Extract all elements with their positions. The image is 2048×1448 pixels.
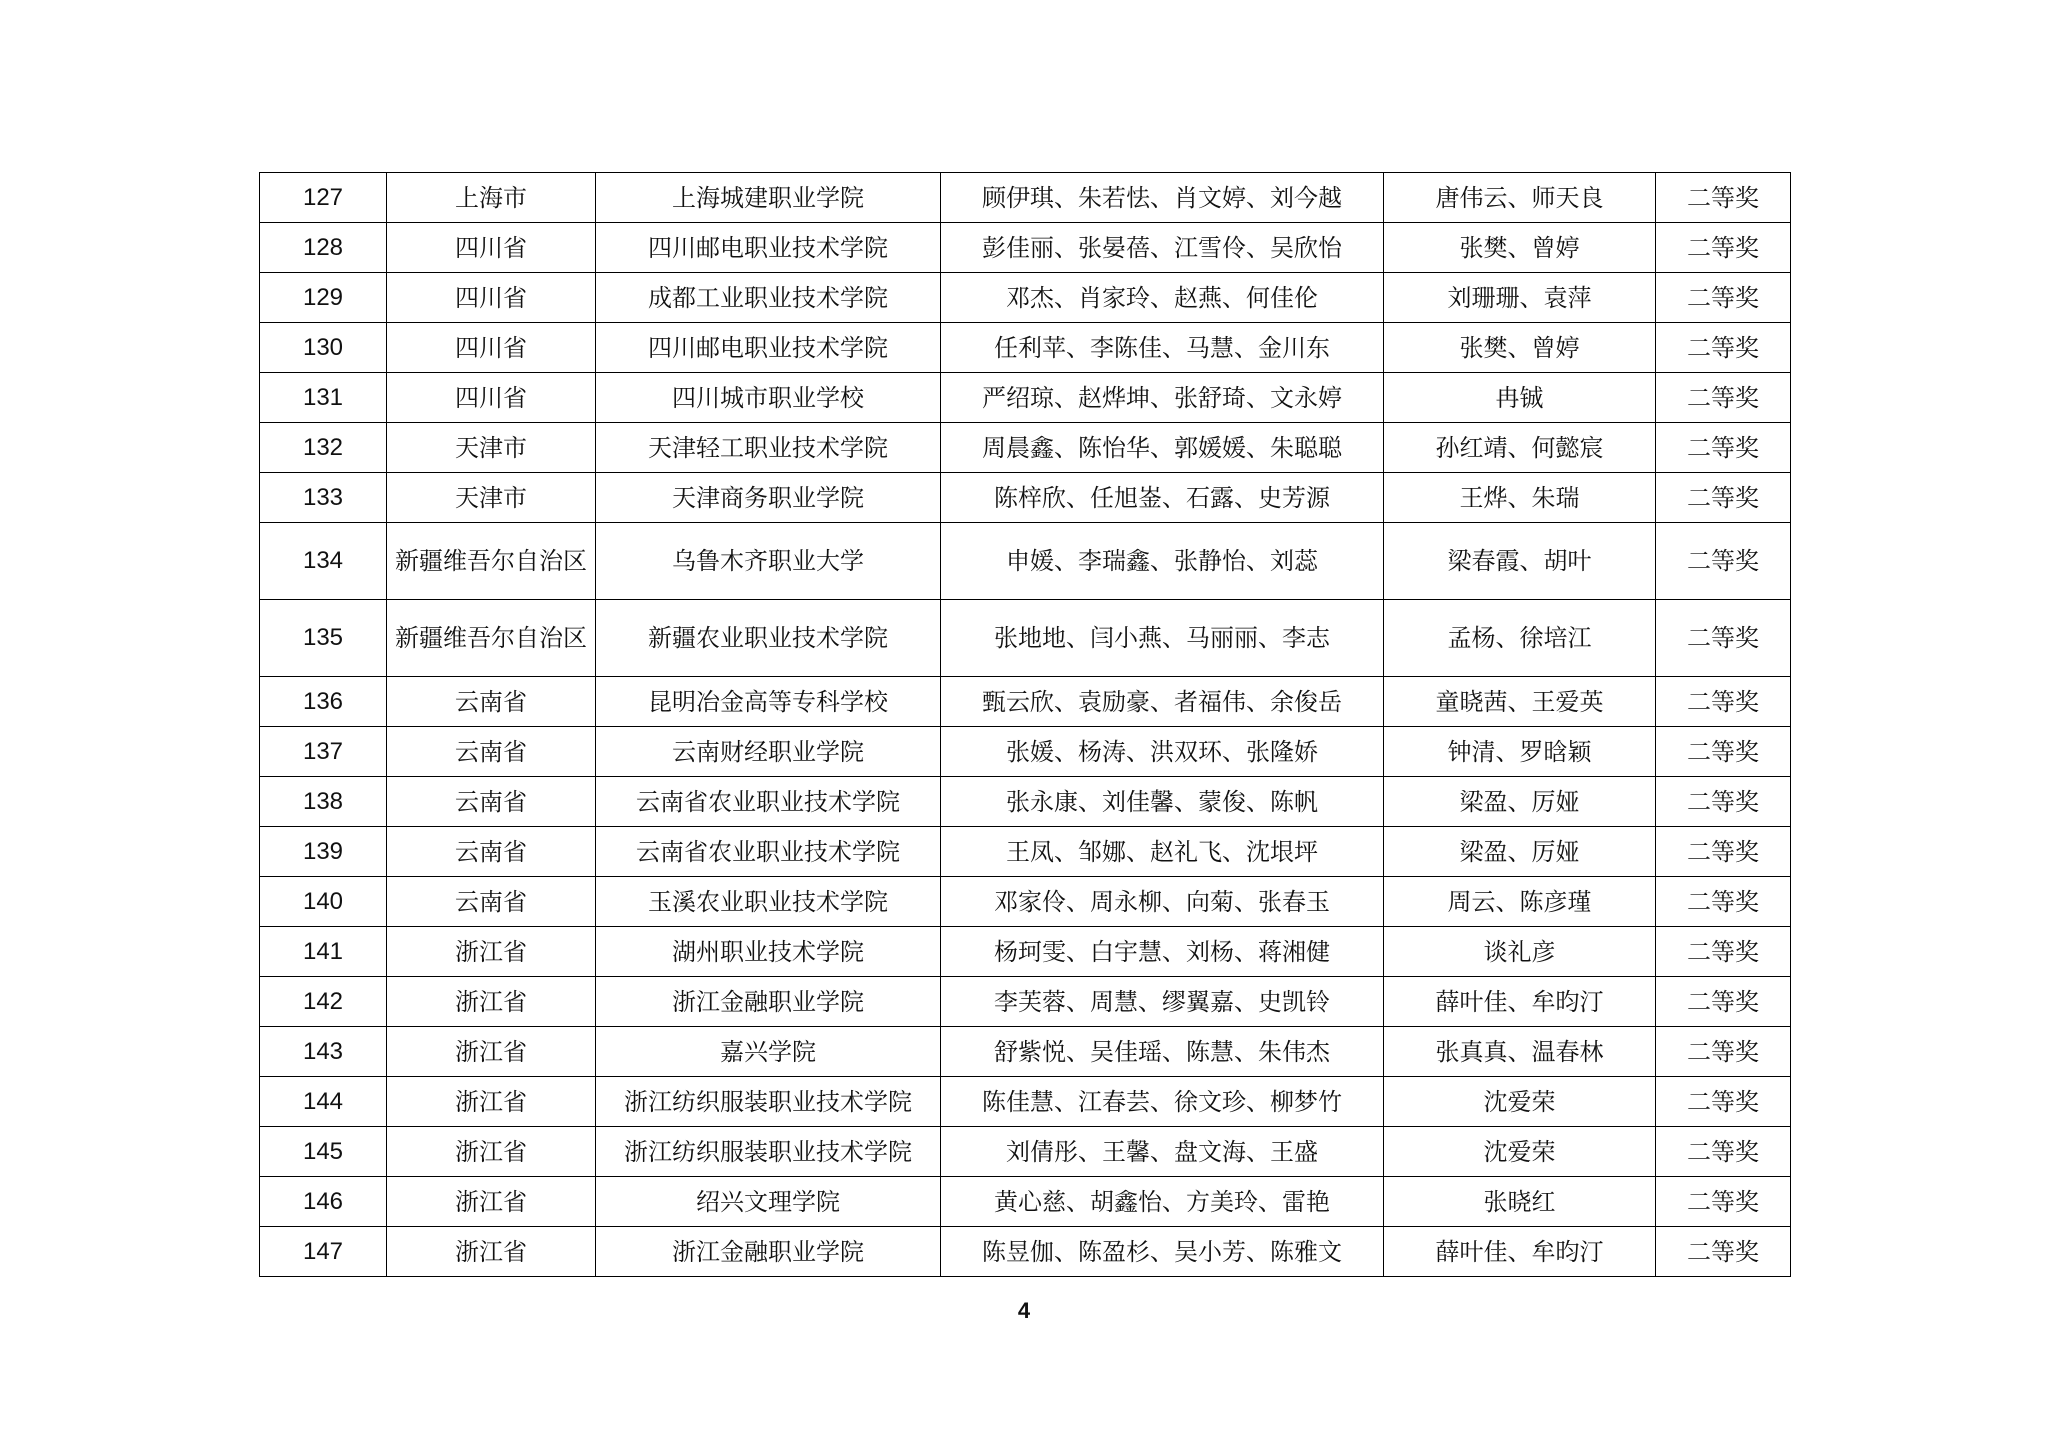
cell-school: 上海城建职业学院	[596, 173, 941, 223]
cell-students: 刘倩彤、王馨、盘文海、王盛	[941, 1127, 1384, 1177]
table-row	[260, 173, 1791, 223]
cell-number: 136	[260, 677, 387, 727]
table-row	[260, 1177, 1791, 1227]
table-row	[260, 927, 1791, 977]
cell-school: 云南省农业职业技术学院	[596, 827, 941, 877]
table-row	[260, 223, 1791, 273]
cell-school: 四川邮电职业技术学院	[596, 223, 941, 273]
cell-award: 二等奖	[1656, 927, 1791, 977]
cell-region: 新疆维吾尔自治区	[387, 523, 596, 600]
cell-teachers: 童晓茜、王爱英	[1384, 677, 1656, 727]
cell-students: 任利苹、李陈佳、马慧、金川东	[941, 323, 1384, 373]
cell-school: 乌鲁木齐职业大学	[596, 523, 941, 600]
cell-number: 139	[260, 827, 387, 877]
cell-teachers: 唐伟云、师天良	[1384, 173, 1656, 223]
table-row	[260, 423, 1791, 473]
cell-students: 王凤、邹娜、赵礼飞、沈垠坪	[941, 827, 1384, 877]
cell-region: 四川省	[387, 323, 596, 373]
cell-school: 嘉兴学院	[596, 1027, 941, 1077]
cell-students: 张地地、闫小燕、马丽丽、李志	[941, 600, 1384, 677]
cell-teachers: 张樊、曾婷	[1384, 323, 1656, 373]
table-row	[260, 727, 1791, 777]
cell-region: 云南省	[387, 827, 596, 877]
cell-award: 二等奖	[1656, 1227, 1791, 1277]
cell-teachers: 梁盈、厉娅	[1384, 777, 1656, 827]
cell-teachers: 薛叶佳、牟昀汀	[1384, 977, 1656, 1027]
cell-students: 杨珂雯、白宇慧、刘杨、蒋湘健	[941, 927, 1384, 977]
cell-teachers: 钟清、罗晗颖	[1384, 727, 1656, 777]
cell-award: 二等奖	[1656, 323, 1791, 373]
cell-students: 陈佳慧、江春芸、徐文珍、柳梦竹	[941, 1077, 1384, 1127]
cell-award: 二等奖	[1656, 473, 1791, 523]
cell-number: 142	[260, 977, 387, 1027]
table-row	[260, 473, 1791, 523]
cell-teachers: 梁盈、厉娅	[1384, 827, 1656, 877]
cell-region: 云南省	[387, 877, 596, 927]
cell-region: 浙江省	[387, 927, 596, 977]
cell-number: 144	[260, 1077, 387, 1127]
cell-school: 浙江金融职业学院	[596, 1227, 941, 1277]
cell-school: 浙江纺织服装职业技术学院	[596, 1077, 941, 1127]
table-row	[260, 777, 1791, 827]
cell-students: 陈梓欣、任旭崟、石露、史芳源	[941, 473, 1384, 523]
awards-table-body	[260, 173, 1791, 1277]
table-row	[260, 273, 1791, 323]
cell-region: 上海市	[387, 173, 596, 223]
cell-teachers: 谈礼彦	[1384, 927, 1656, 977]
cell-school: 昆明冶金高等专科学校	[596, 677, 941, 727]
cell-students: 甄云欣、袁励豪、者福伟、余俊岳	[941, 677, 1384, 727]
cell-region: 四川省	[387, 373, 596, 423]
cell-award: 二等奖	[1656, 1077, 1791, 1127]
cell-school: 四川邮电职业技术学院	[596, 323, 941, 373]
cell-teachers: 孙红靖、何懿宸	[1384, 423, 1656, 473]
cell-region: 天津市	[387, 473, 596, 523]
cell-students: 张永康、刘佳馨、蒙俊、陈帆	[941, 777, 1384, 827]
cell-number: 127	[260, 173, 387, 223]
cell-number: 143	[260, 1027, 387, 1077]
cell-award: 二等奖	[1656, 423, 1791, 473]
cell-teachers: 梁春霞、胡叶	[1384, 523, 1656, 600]
table-row	[260, 977, 1791, 1027]
cell-region: 浙江省	[387, 1227, 596, 1277]
table-row	[260, 1127, 1791, 1177]
cell-region: 云南省	[387, 727, 596, 777]
cell-teachers: 孟杨、徐培江	[1384, 600, 1656, 677]
cell-award: 二等奖	[1656, 727, 1791, 777]
cell-school: 新疆农业职业技术学院	[596, 600, 941, 677]
cell-students: 周晨鑫、陈怡华、郭媛媛、朱聪聪	[941, 423, 1384, 473]
cell-school: 湖州职业技术学院	[596, 927, 941, 977]
cell-teachers: 薛叶佳、牟昀汀	[1384, 1227, 1656, 1277]
cell-award: 二等奖	[1656, 877, 1791, 927]
cell-students: 陈昱伽、陈盈杉、吴小芳、陈雅文	[941, 1227, 1384, 1277]
cell-teachers: 沈爱荣	[1384, 1077, 1656, 1127]
table-row	[260, 523, 1791, 600]
cell-teachers: 王烨、朱瑞	[1384, 473, 1656, 523]
table-row	[260, 677, 1791, 727]
table-row	[260, 1077, 1791, 1127]
cell-award: 二等奖	[1656, 373, 1791, 423]
cell-award: 二等奖	[1656, 223, 1791, 273]
cell-students: 黄心慈、胡鑫怡、方美玲、雷艳	[941, 1177, 1384, 1227]
cell-region: 四川省	[387, 223, 596, 273]
cell-award: 二等奖	[1656, 1127, 1791, 1177]
cell-number: 133	[260, 473, 387, 523]
cell-school: 天津商务职业学院	[596, 473, 941, 523]
table-row	[260, 323, 1791, 373]
cell-region: 浙江省	[387, 977, 596, 1027]
cell-students: 严绍琼、赵烨坤、张舒琦、文永婷	[941, 373, 1384, 423]
cell-students: 顾伊琪、朱若怯、肖文婷、刘今越	[941, 173, 1384, 223]
cell-region: 四川省	[387, 273, 596, 323]
cell-number: 135	[260, 600, 387, 677]
cell-number: 145	[260, 1127, 387, 1177]
table-row	[260, 1027, 1791, 1077]
cell-number: 132	[260, 423, 387, 473]
cell-school: 云南财经职业学院	[596, 727, 941, 777]
awards-table	[259, 172, 1791, 1277]
cell-teachers: 张真真、温春林	[1384, 1027, 1656, 1077]
cell-number: 130	[260, 323, 387, 373]
cell-region: 云南省	[387, 677, 596, 727]
cell-students: 邓杰、肖家玲、赵燕、何佳伦	[941, 273, 1384, 323]
cell-award: 二等奖	[1656, 1177, 1791, 1227]
cell-region: 天津市	[387, 423, 596, 473]
cell-school: 云南省农业职业技术学院	[596, 777, 941, 827]
cell-school: 浙江纺织服装职业技术学院	[596, 1127, 941, 1177]
cell-school: 绍兴文理学院	[596, 1177, 941, 1227]
cell-teachers: 冉铖	[1384, 373, 1656, 423]
cell-award: 二等奖	[1656, 1027, 1791, 1077]
cell-number: 141	[260, 927, 387, 977]
table-row	[260, 827, 1791, 877]
table-row	[260, 600, 1791, 677]
table-row	[260, 373, 1791, 423]
table-row	[260, 1227, 1791, 1277]
cell-award: 二等奖	[1656, 523, 1791, 600]
cell-students: 彭佳丽、张晏蓓、江雪伶、吴欣怡	[941, 223, 1384, 273]
cell-school: 浙江金融职业学院	[596, 977, 941, 1027]
cell-students: 舒紫悦、吴佳瑶、陈慧、朱伟杰	[941, 1027, 1384, 1077]
cell-school: 天津轻工职业技术学院	[596, 423, 941, 473]
cell-award: 二等奖	[1656, 777, 1791, 827]
cell-students: 李芙蓉、周慧、缪翼嘉、史凯铃	[941, 977, 1384, 1027]
cell-students: 邓家伶、周永柳、向菊、张春玉	[941, 877, 1384, 927]
cell-region: 新疆维吾尔自治区	[387, 600, 596, 677]
cell-number: 147	[260, 1227, 387, 1277]
cell-award: 二等奖	[1656, 273, 1791, 323]
cell-school: 玉溪农业职业技术学院	[596, 877, 941, 927]
cell-award: 二等奖	[1656, 600, 1791, 677]
cell-students: 张媛、杨涛、洪双环、张隆娇	[941, 727, 1384, 777]
cell-region: 浙江省	[387, 1027, 596, 1077]
cell-region: 云南省	[387, 777, 596, 827]
cell-teachers: 沈爱荣	[1384, 1127, 1656, 1177]
cell-school: 成都工业职业技术学院	[596, 273, 941, 323]
cell-number: 134	[260, 523, 387, 600]
page-number: 4	[1017, 1298, 1031, 1323]
table-row	[260, 877, 1791, 927]
cell-school: 四川城市职业学校	[596, 373, 941, 423]
cell-number: 146	[260, 1177, 387, 1227]
cell-number: 140	[260, 877, 387, 927]
cell-teachers: 刘珊珊、袁萍	[1384, 273, 1656, 323]
cell-teachers: 张樊、曾婷	[1384, 223, 1656, 273]
cell-number: 128	[260, 223, 387, 273]
cell-number: 138	[260, 777, 387, 827]
cell-region: 浙江省	[387, 1077, 596, 1127]
cell-award: 二等奖	[1656, 677, 1791, 727]
cell-number: 129	[260, 273, 387, 323]
cell-award: 二等奖	[1656, 173, 1791, 223]
cell-region: 浙江省	[387, 1177, 596, 1227]
cell-award: 二等奖	[1656, 977, 1791, 1027]
cell-teachers: 张晓红	[1384, 1177, 1656, 1227]
cell-award: 二等奖	[1656, 827, 1791, 877]
cell-number: 131	[260, 373, 387, 423]
cell-students: 申媛、李瑞鑫、张静怡、刘蕊	[941, 523, 1384, 600]
cell-number: 137	[260, 727, 387, 777]
cell-teachers: 周云、陈彦瑾	[1384, 877, 1656, 927]
cell-region: 浙江省	[387, 1127, 596, 1177]
